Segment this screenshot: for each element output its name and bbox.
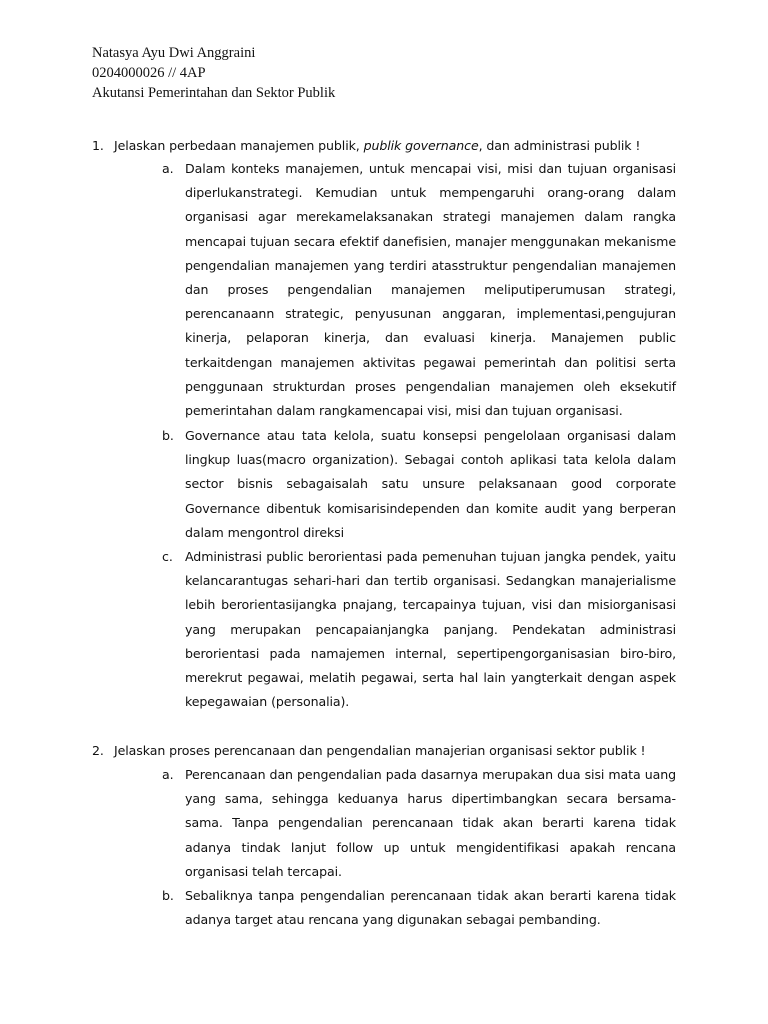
answer-letter: a.	[162, 767, 174, 782]
question-text: Jelaskan proses perencanaan dan pengendalian manajerian organisasi sektor publik !	[114, 743, 646, 758]
student-id: 0204000026 // 4AP	[92, 65, 206, 81]
answer-1a	[162, 157, 682, 423]
answer-1b	[162, 424, 682, 545]
answer-1c	[162, 545, 682, 714]
answer-paragraph: Sebaliknya tanpa pengendalian perencanaan tidak akan berarti karena tidak adanya target atau rencana yang digunakan sebagai pembanding.	[185, 888, 676, 928]
document-header	[92, 43, 335, 103]
answer-paragraph: Perencanaan dan pengendalian pada dasarnya merupakan dua sisi mata uang yang sama, sehingga keduanya harus dipertimbangkan secara bersama-sama. Tanpa pengendalian perencanaan tidak akan berarti karena tidak adanya tindak lanjut follow up untuk mengidentifikasi apakah rencana organisasi telah tercapai.	[185, 767, 676, 879]
question-italic-term: publik governance	[363, 138, 479, 153]
answer-paragraph: Governance atau tata kelola, suatu konsepsi pengelolaan organisasi dalam lingkup luas(macro organization). Sebagai contoh aplikasi tata kelola dalam sector bisnis sebagaisalah satu unsure pelaksanaan good corporate Governance dibentuk komisarisindependen dan komite audit yang berperan dalam mengontrol direksi	[185, 428, 676, 540]
author-name: Natasya Ayu Dwi Anggraini	[92, 45, 256, 61]
answer-paragraph: Administrasi public berorientasi pada pemenuhan tujuan jangka pendek, yaitu kelancarantugas sehari-hari dan tertib organisasi. Sedangkan manajerialisme lebih berorientasijangka pnajang, tercapainya tujuan, visi dan misiorganisasi yang merupakan pencapaianjangka panjang. Pendekatan administrasi berorientasi pada namajemen internal, sepertipengorganisasian biro-biro, merekrut pegawai, melatih pegawai, serta hal lain yangterkait dengan aspek kepegawaian (personalia).	[185, 549, 676, 710]
answer-letter: b.	[162, 428, 174, 443]
answer-2b	[162, 884, 682, 932]
answer-2a	[162, 763, 682, 884]
answer-letter: b.	[162, 888, 174, 903]
course-title: Akutansi Pemerintahan dan Sektor Publik	[92, 85, 336, 101]
answer-letter: c.	[162, 549, 173, 564]
question-number: 1.	[92, 138, 104, 153]
question-text: Jelaskan perbedaan manajemen publik, publik governance, dan administrasi publik !	[114, 138, 641, 153]
answer-letter: a.	[162, 161, 174, 176]
question-number: 2.	[92, 743, 104, 758]
answer-paragraph: Dalam konteks manajemen, untuk mencapai visi, misi dan tujuan organisasi diperlukanstrategi. Kemudian untuk mempengaruhi orang-orang dalam organisasi agar merekamelaksanakan strategi manajemen dalam rangka mencapai tujuan secara efektif danefisien, manajer menggunakan mekanisme pengendalian manajemen yang terdiri atasstruktur pengendalian manajemen dan proses pengendalian manajemen meliputiperumusan strategi, perencanaann strategic, penyusunan anggaran, implementasi,pengujuran kinerja, pelaporan kinerja, dan evaluasi kinerja. Manajemen public terkaitdengan manajemen aktivitas pegawai pemerintah dan politisi serta penggunaan strukturdan proses pengendalian manajemen oleh eksekutif pemerintahan dalam rangkamencapai visi, misi dan tujuan organisasi.	[185, 161, 676, 419]
